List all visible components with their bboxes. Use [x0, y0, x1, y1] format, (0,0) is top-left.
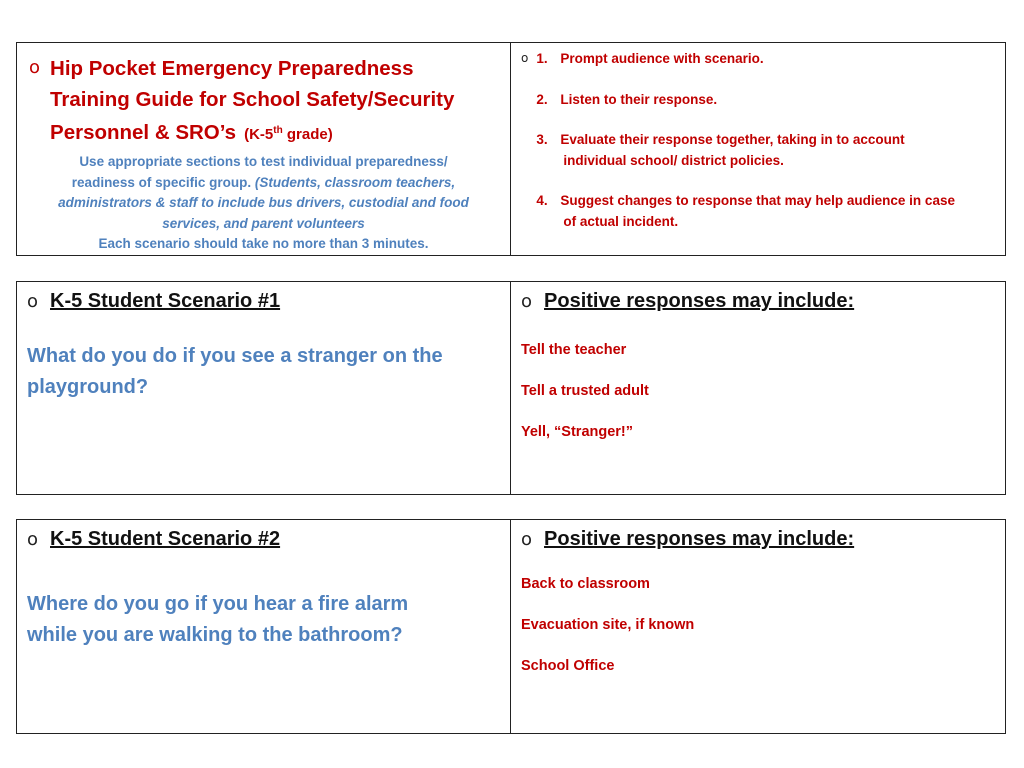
- scenario-2-heading: K-5 Student Scenario #2: [50, 528, 281, 550]
- step-item: 1. Prompt audience with scenario.: [536, 51, 764, 66]
- scenario-1-cell: [17, 282, 511, 494]
- response-item: Tell a trusted adult: [521, 383, 649, 399]
- steps-cell: [511, 43, 1005, 255]
- scenario-2-question: Where do you go if you hear a fire alarm while you are walking to the bathroom?: [27, 593, 409, 646]
- grade-label: (K-5th grade): [244, 125, 333, 143]
- scenario-2-cell: [17, 520, 511, 733]
- scenario-2-box: [16, 519, 1006, 734]
- responses-list: [521, 341, 995, 442]
- bullet-icon: o: [521, 529, 533, 550]
- bullet-icon: o: [27, 529, 39, 550]
- responses-list: [521, 575, 995, 676]
- bullet-icon: o: [27, 291, 39, 312]
- scenario-1-box: [16, 281, 1006, 495]
- scenario-1-question: What do you do if you see a stranger on the playground?: [27, 345, 443, 398]
- scenario-1-heading: K-5 Student Scenario #1: [50, 290, 281, 312]
- response-item: Yell, “Stranger!”: [521, 424, 634, 440]
- guide-cell: [17, 43, 511, 255]
- scenario-1-responses-cell: [511, 282, 1005, 494]
- steps-list: [521, 49, 995, 232]
- guide-title-line1: Hip Pocket Emergency Preparedness: [50, 57, 414, 80]
- bullet-icon: o: [521, 51, 529, 65]
- bullet-icon: o: [521, 291, 533, 312]
- responses-heading: Positive responses may include:: [544, 528, 855, 550]
- guide-title: [29, 53, 498, 150]
- response-item: Evacuation site, if known: [521, 617, 695, 633]
- guide-instructions: Use appropriate sections to test individual preparedness/ readiness of specific group. (Students, classroom teachers, administrators & staff to include bus drivers, custodial and food services, and parent volunteers Each scenario should take no more than 3 minutes.: [58, 154, 469, 251]
- guide-box: [16, 42, 1006, 256]
- response-item: Back to classroom: [521, 576, 650, 592]
- guide-title-line2: Training Guide for School Safety/Security: [50, 88, 455, 111]
- scenario-2-responses-cell: [511, 520, 1005, 733]
- response-item: Tell the teacher: [521, 342, 627, 358]
- step-item: 3. Evaluate their response together, taking in to account individual school/ district policies.: [536, 132, 905, 168]
- step-item: 2. Listen to their response.: [536, 91, 718, 107]
- responses-heading: Positive responses may include:: [544, 290, 855, 312]
- guide-title-line3: Personnel & SRO’s: [50, 121, 237, 144]
- response-item: School Office: [521, 658, 615, 674]
- bullet-icon: o: [29, 57, 41, 78]
- step-item: 4. Suggest changes to response that may help audience in case of actual incident.: [536, 193, 955, 229]
